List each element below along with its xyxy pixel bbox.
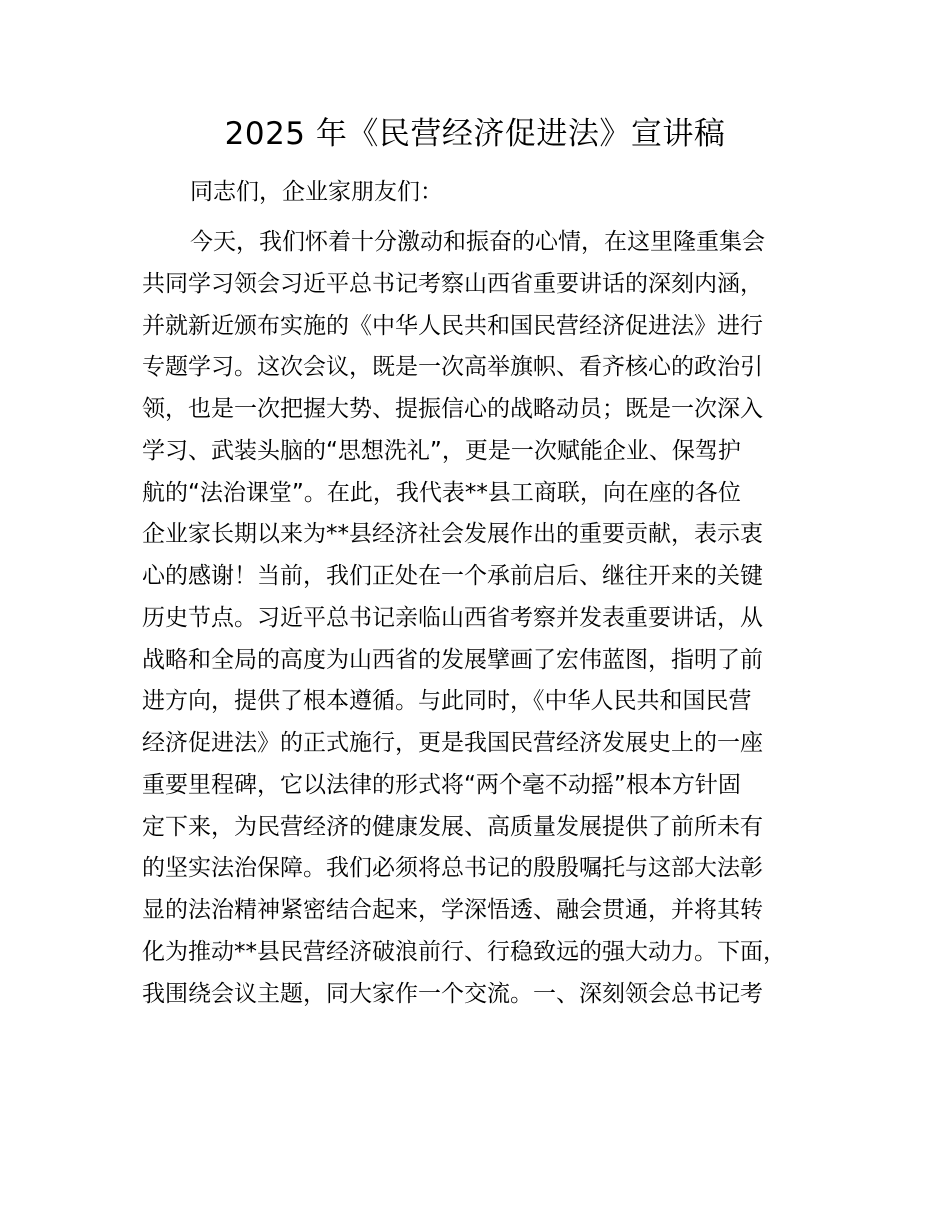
paragraph-line: 航的“法治课堂”。在此，我代表**县工商联，向在座的各位 [142,479,741,506]
document-title: 2025 年《民营经济促进法》宣讲稿 [224,116,726,152]
paragraph-line: 共同学习领会习近平总书记考察山西省重要讲话的深刻内涵， [142,270,763,297]
paragraph-line: 化为推动**县民营经济破浪前行、行稳致远的强大动力。下面， [142,938,786,965]
paragraph-line: 经济促进法》的正式施行，更是我国民营经济发展史上的一座 [142,730,763,756]
paragraph-line: 心的感谢！当前，我们正处在一个承前启后、继往开来的关键 [142,563,763,589]
body-paragraph [142,222,842,1015]
paragraph-line: 专题学习。这次会议，既是一次高举旗帜、看齐核心的政治引 [142,354,763,381]
paragraph-line: 领，也是一次把握大势、提振信心的战略动员；既是一次深入 [142,396,763,422]
paragraph-line: 战略和全局的高度为山西省的发展擘画了宏伟蓝图，指明了前 [142,646,763,673]
paragraph-line: 我围绕会议主题，同大家作一个交流。一、深刻领会总书记考 [142,980,763,1007]
paragraph-line: 的坚实法治保障。我们必须将总书记的殷殷嘱托与这部大法彰 [142,855,763,882]
paragraph-line: 进方向，提供了根本遵循。与此同时，《中华人民共和国民营 [142,688,752,715]
paragraph-line: 显的法治精神紧密结合起来，学深悟透、融会贯通，并将其转 [142,897,763,923]
paragraph-line: 重要里程碑，它以法律的形式将“两个毫不动摇”根本方针固 [142,771,741,798]
paragraph-line: 学习、武装头脑的“思想洗礼”，更是一次赋能企业、保驾护 [142,437,741,464]
greeting-line: 同志们，企业家朋友们： [190,179,443,205]
paragraph-line: 定下来，为民营经济的健康发展、高质量发展提供了前所未有 [142,813,763,840]
paragraph-line: 今天，我们怀着十分激动和振奋的心情，在这里隆重集会 [190,229,765,255]
paragraph-line: 并就新近颁布实施的《中华人民共和国民营经济促进法》进行 [142,312,763,339]
paragraph-line: 企业家长期以来为**县经济社会发展作出的重要贡献，表示衷 [142,521,763,548]
paragraph-line: 历史节点。习近平总书记亲临山西省考察并发表重要讲话，从 [142,604,763,631]
